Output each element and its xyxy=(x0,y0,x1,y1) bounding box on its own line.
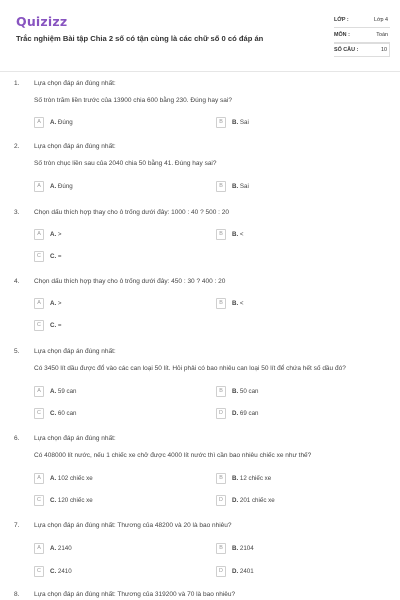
meta-grade-value: Lớp 4 xyxy=(373,17,388,23)
option-label: A. xyxy=(50,119,57,126)
option-letter-box: D xyxy=(216,566,226,577)
option-letter-box: C xyxy=(34,408,44,419)
question-text: Có 408000 lít nước, nếu 1 chiếc xe chở được 4000 lít nước thì cần bao nhiêu chiếc xe như thế? xyxy=(34,452,312,459)
option-text: 201 chiếc xe xyxy=(239,497,275,504)
option-text: > xyxy=(57,231,62,238)
option-label: D. xyxy=(232,497,239,504)
option-letter-box: B xyxy=(216,473,226,484)
question-prompt: Lựa chọn đáp án đúng nhất: xyxy=(34,435,116,442)
option-text: Đúng xyxy=(57,183,73,190)
question-prompt: Lựa chọn đáp án đúng nhất: xyxy=(34,348,116,355)
option-text: Đúng xyxy=(57,119,73,126)
option-letter-box: B xyxy=(216,229,226,240)
option-letter-box: A xyxy=(34,181,44,192)
option-letter-box: B xyxy=(216,298,226,309)
option-label: D. xyxy=(232,568,239,575)
question-text: Số tròn trăm liền trước của 13900 chia 600 bằng 230. Đúng hay sai? xyxy=(34,97,232,104)
option-text: 60 can xyxy=(57,410,77,417)
option-label: A. xyxy=(50,231,57,238)
option-text: 102 chiếc xe xyxy=(57,475,93,482)
option-letter-box: B xyxy=(216,117,226,128)
option-label: A. xyxy=(50,300,57,307)
option-label: C. xyxy=(50,410,57,417)
question-number: 2. xyxy=(14,143,20,150)
option-text: Sai xyxy=(239,183,249,190)
header-divider xyxy=(0,71,400,72)
question-number: 6. xyxy=(14,435,20,442)
question-prompt: Chọn dấu thích hợp thay cho ô trống dưới đây: 450 : 30 ? 400 : 20 xyxy=(34,278,226,285)
option-letter-box: D xyxy=(216,495,226,506)
question-number: 8. xyxy=(14,591,20,598)
option-letter-box: B xyxy=(216,543,226,554)
question-number: 7. xyxy=(14,522,20,529)
option-text: < xyxy=(239,300,244,307)
option-label: B. xyxy=(232,231,239,238)
option-label: D. xyxy=(232,410,239,417)
option-label: C. xyxy=(50,568,57,575)
question-number: 4. xyxy=(14,278,20,285)
meta-count-label: SỐ CÂU : xyxy=(334,47,359,53)
quizizz-logo[interactable]: Quizizz xyxy=(16,14,68,29)
question-number: 3. xyxy=(14,209,20,216)
meta-count-value: 10 xyxy=(381,47,387,53)
option-text: Sai xyxy=(239,119,249,126)
option-letter-box: C xyxy=(34,320,44,331)
option-label: B. xyxy=(232,388,239,395)
option-text: 2410 xyxy=(57,568,72,575)
option-label: B. xyxy=(232,183,239,190)
option-label: C. xyxy=(50,497,57,504)
option-letter-box: A xyxy=(34,386,44,397)
option-letter-box: A xyxy=(34,473,44,484)
option-text: > xyxy=(57,300,62,307)
option-label: A. xyxy=(50,388,57,395)
option-letter-box: A xyxy=(34,298,44,309)
option-letter-box: D xyxy=(216,408,226,419)
option-text: < xyxy=(239,231,244,238)
option-label: B. xyxy=(232,475,239,482)
option-letter-box: B xyxy=(216,386,226,397)
option-letter-box: C xyxy=(34,251,44,262)
meta-grade xyxy=(334,14,390,28)
question-prompt: Lựa chọn đáp án đúng nhất: xyxy=(34,80,116,87)
option-letter-box: A xyxy=(34,543,44,554)
option-letter-box: A xyxy=(34,229,44,240)
option-label: A. xyxy=(50,545,57,552)
worksheet-title: Trắc nghiệm Bài tập Chia 2 số có tận cùng là các chữ số 0 có đáp án xyxy=(16,34,264,43)
meta-question-count xyxy=(334,43,390,57)
option-letter-box: C xyxy=(34,566,44,577)
question-prompt: Lựa chọn đáp án đúng nhất: Thương của 48200 và 20 là bao nhiêu? xyxy=(34,522,232,529)
option-letter-box: C xyxy=(34,495,44,506)
option-label: A. xyxy=(50,183,57,190)
option-text: = xyxy=(57,322,62,329)
option-label: C. xyxy=(50,322,57,329)
option-label: A. xyxy=(50,475,57,482)
option-text: 2140 xyxy=(57,545,72,552)
option-label: B. xyxy=(232,545,239,552)
option-label: B. xyxy=(232,300,239,307)
meta-subject-label: MÔN : xyxy=(334,32,350,38)
question-prompt: Lựa chọn đáp án đúng nhất: Thương của 319200 và 70 là bao nhiêu? xyxy=(34,591,236,598)
worksheet-header xyxy=(0,0,400,72)
option-text: 69 can xyxy=(239,410,259,417)
question-prompt: Lựa chọn đáp án đúng nhất: xyxy=(34,143,116,150)
option-text: = xyxy=(57,253,62,260)
question-prompt: Chọn dấu thích hợp thay cho ô trống dưới đây: 1000 : 40 ? 500 : 20 xyxy=(34,209,230,216)
question-number: 5. xyxy=(14,348,20,355)
option-label: B. xyxy=(232,119,239,126)
question-text: Số tròn chục liền sau của 2040 chia 50 bằng 41. Đúng hay sai? xyxy=(34,160,217,167)
option-letter-box: B xyxy=(216,181,226,192)
option-text: 2104 xyxy=(239,545,254,552)
option-letter-box: A xyxy=(34,117,44,128)
option-text: 59 can xyxy=(57,388,77,395)
option-text: 2401 xyxy=(239,568,254,575)
question-text: Có 3450 lít dầu được đổ vào các can loại 50 lít. Hỏi phải có bao nhiêu can loại 50 lít để chứa hết số dầu đó? xyxy=(34,365,346,372)
option-text: 50 can xyxy=(239,388,259,395)
meta-subject xyxy=(334,29,390,43)
meta-subject-value: Toán xyxy=(376,32,388,38)
option-label: C. xyxy=(50,253,57,260)
meta-grade-label: LỚP : xyxy=(334,17,349,23)
option-text: 12 chiếc xe xyxy=(239,475,272,482)
question-number: 1. xyxy=(14,80,20,87)
option-text: 120 chiếc xe xyxy=(57,497,93,504)
